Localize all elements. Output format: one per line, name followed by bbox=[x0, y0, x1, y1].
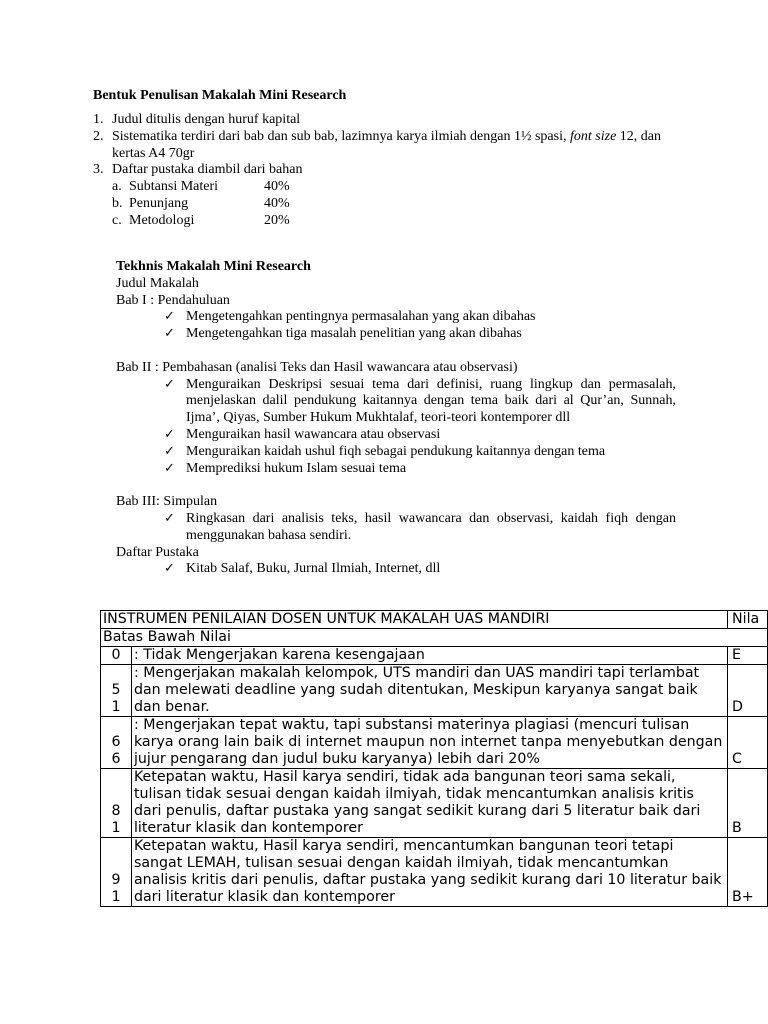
table-header: INSTRUMEN PENILAIAN DOSEN UNTUK MAKALAH UAS MANDIRI bbox=[101, 611, 728, 629]
list-item bbox=[93, 112, 683, 129]
sub-list-value: 20% bbox=[264, 212, 290, 228]
table-row bbox=[101, 647, 768, 665]
list-text bbox=[112, 129, 683, 163]
row-description: Ketepatan waktu, Hasil karya sendiri, tidak ada bangunan teori sama sekali, tulisan tidak sesuai dengan kaidah ilmiyah, tidak mencantumkan analisis kritis dari penulis, daftar pustaka yang sangat sedikit kurang dari 5 literatur baik dari literatur klasik dan kontemporer bbox=[131, 769, 727, 838]
list-number: 2. bbox=[93, 128, 104, 144]
sub-list-value: 40% bbox=[264, 195, 290, 211]
check-text: Kitab Salaf, Buku, Jurnal Ilmiah, Internet, dll bbox=[186, 561, 441, 577]
row-grade: D bbox=[728, 665, 768, 717]
table-row bbox=[101, 838, 768, 907]
sub-list-letter: a. bbox=[112, 179, 122, 195]
sub-list-item bbox=[93, 179, 683, 196]
check-item bbox=[116, 561, 676, 578]
sub-list-label: Subtansi Materi bbox=[129, 179, 219, 195]
row-description: : Mengerjakan makalah kelompok, UTS mandiri dan UAS mandiri tapi terlambat dan melewati deadline yang sudah ditentukan, Meskipun karyanya sangat baik dan benar. bbox=[131, 665, 727, 717]
check-text: Mengetengahkan tiga masalah penelitian yang akan dibahas bbox=[186, 326, 522, 342]
check-item bbox=[116, 427, 676, 444]
sub-list-label: Metodologi bbox=[129, 212, 195, 228]
section-title: Tekhnis Makalah Mini Research bbox=[116, 259, 311, 274]
check-item bbox=[116, 511, 676, 545]
list-number: 1. bbox=[93, 112, 104, 127]
table-subheader-row bbox=[101, 629, 768, 647]
check-icon: ✓ bbox=[164, 561, 175, 577]
row-description: : Tidak Mengerjakan karena kesengajaan bbox=[131, 647, 727, 665]
table-row bbox=[101, 769, 768, 838]
table-header-row bbox=[101, 611, 768, 629]
judul-makalah: Judul Makalah bbox=[116, 275, 199, 291]
sub-list-item bbox=[93, 196, 683, 213]
check-item bbox=[116, 326, 676, 343]
row-score: 0 bbox=[101, 647, 132, 665]
list-text-part: 12, dan kertas A4 70gr bbox=[112, 128, 661, 161]
check-text: Menguraikan kaidah ushul fiqh sebagai pendukung kaitannya dengan tema bbox=[186, 443, 606, 459]
list-number: 3. bbox=[93, 162, 104, 178]
list-text-part: Sistematika terdiri dari bab dan sub bab, lazimnya karya ilmiah dengan 1½ spasi, bbox=[112, 128, 570, 144]
table-row bbox=[101, 717, 768, 769]
check-text: Mengetengahkan pentingnya permasalahan yang akan dibahas bbox=[186, 309, 536, 325]
table-header-grade: Nila bbox=[728, 611, 768, 629]
list-item bbox=[93, 129, 683, 163]
bab1-heading: Bab I : Pendahuluan bbox=[116, 292, 230, 308]
list-text: Judul ditulis dengan huruf kapital bbox=[112, 112, 301, 127]
row-grade: E bbox=[728, 647, 768, 665]
daftar-heading: Daftar Pustaka bbox=[116, 544, 199, 560]
row-score: 9 1 bbox=[101, 838, 132, 907]
check-icon: ✓ bbox=[164, 460, 175, 476]
assessment-table bbox=[100, 610, 768, 907]
check-icon: ✓ bbox=[164, 326, 175, 342]
check-icon: ✓ bbox=[164, 443, 175, 459]
sub-list-letter: b. bbox=[112, 195, 123, 211]
sub-list-value: 40% bbox=[264, 179, 290, 195]
row-score: 5 1 bbox=[101, 665, 132, 717]
list-text: Daftar pustaka diambil dari bahan bbox=[112, 162, 303, 178]
check-icon: ✓ bbox=[164, 309, 175, 325]
row-grade: B bbox=[728, 769, 768, 838]
sub-list-item bbox=[93, 213, 683, 230]
check-text: Menguraikan hasil wawancara atau observasi bbox=[186, 426, 441, 442]
check-text: Memprediksi hukum Islam sesuai tema bbox=[186, 460, 407, 476]
bab2-heading: Bab II : Pembahasan (analisi Teks dan Hasil wawancara atau observasi) bbox=[116, 359, 518, 375]
row-description: Ketepatan waktu, Hasil karya sendiri, mencantumkan bangunan teori tetapi sangat LEMAH, tulisan sesuai dengan kaidah ilmiyah, tidak mencantumkan analisis kritis dari penulis, daftar pustaka yang sedikit kurang dari 10 literatur baik dari literatur klasik dan kontemporer bbox=[131, 838, 727, 907]
table-row bbox=[101, 665, 768, 717]
list-text-italic: font size bbox=[570, 128, 617, 144]
row-description: : Mengerjakan tepat waktu, tapi substansi materinya plagiasi (mencuri tulisan karya orang lain baik di internet maupun non internet tanpa menyebutkan dengan jujur pengarang dan judul buku karyanya) lebih dari 20% bbox=[131, 717, 727, 769]
check-item bbox=[116, 309, 676, 326]
check-icon: ✓ bbox=[164, 426, 175, 442]
check-item bbox=[116, 461, 676, 478]
numbered-list bbox=[93, 112, 683, 230]
check-icon: ✓ bbox=[164, 510, 175, 526]
table-subheader: Batas Bawah Nilai bbox=[101, 629, 768, 647]
row-score: 8 1 bbox=[101, 769, 132, 838]
row-grade: C bbox=[728, 717, 768, 769]
bab3-heading: Bab III: Simpulan bbox=[116, 494, 218, 510]
check-text: Ringkasan dari analisis teks, hasil wawancara dan observasi, kaidah fiqh dengan menggunakan bahasa sendiri. bbox=[186, 510, 676, 543]
row-score: 6 6 bbox=[101, 717, 132, 769]
sub-list-letter: c. bbox=[112, 212, 122, 228]
check-icon: ✓ bbox=[164, 376, 175, 392]
check-item bbox=[116, 377, 676, 427]
sub-list-label: Penunjang bbox=[129, 195, 189, 211]
page-title: Bentuk Penulisan Makalah Mini Research bbox=[93, 88, 347, 103]
teknis-section bbox=[116, 259, 676, 578]
row-grade: B+ bbox=[728, 838, 768, 907]
list-item bbox=[93, 162, 683, 179]
check-item bbox=[116, 444, 676, 461]
check-text: Menguraikan Deskripsi sesuai tema dari definisi, ruang lingkup dan permasalah, menjelaskan dalil pendukung kaitannya dengan tema baik dari al Qur’an, Sunnah, Ijma’, Qiyas, Sumber Hukum Mukhtalaf, teori-teori kontemporer dll bbox=[186, 376, 676, 426]
